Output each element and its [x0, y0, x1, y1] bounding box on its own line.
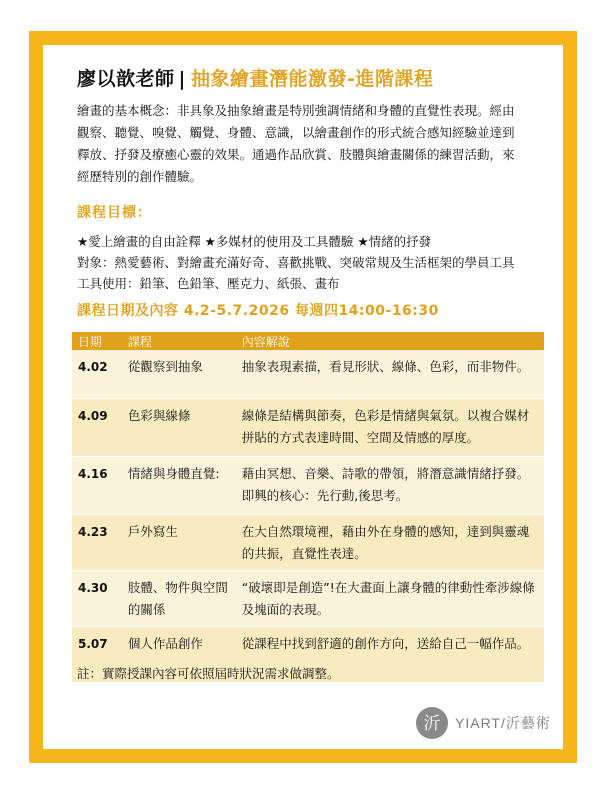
row-description: 抽象表現素描，看見形狀、線條、色彩，而非物件。 [236, 350, 544, 398]
column-header-course: 課程 [122, 332, 236, 350]
row-description: 在大自然環境裡，藉由外在身體的感知，達到與靈魂的共振，直覺性表達。 [236, 514, 544, 570]
row-date: 4.02 [72, 350, 122, 398]
row-description: 藉由冥想、音樂、詩歌的帶領，將潛意識情緒抒發。即興的核心：先行動,後思考。 [236, 456, 544, 514]
table-row [72, 514, 544, 570]
course-title: 抽象繪畫潛能激發-進階課程 [190, 68, 434, 90]
column-header-description: 內容解說 [236, 332, 544, 350]
table-row [72, 350, 544, 398]
page-title [77, 64, 433, 91]
column-header-date: 日期 [72, 332, 122, 350]
row-description: 線條是結構與節奏，色彩是情緒與氣氛。以複合媒材拼貼的方式表達時間、空間及情感的厚度。 [236, 398, 544, 456]
goals-heading: 課程目標： [77, 205, 152, 221]
table-row [72, 456, 544, 514]
row-date: 4.23 [72, 514, 122, 570]
table-row [72, 570, 544, 626]
row-course: 肢體、物件與空間的關係 [122, 570, 236, 626]
audience-line: 對象：熱愛藝術、對繪畫充滿好奇、喜歡挑戰、突破常規及生活框架的學員工具 [77, 255, 515, 270]
row-course: 個人作品創作 [122, 626, 236, 682]
row-course: 從觀察到抽象 [122, 350, 236, 398]
intro-line: 繪畫的基本概念：非具象及抽象繪畫是特別強調情緒和身體的直覺性表現。經由 [77, 103, 515, 118]
intro-line: 釋放、抒發及療癒心靈的效果。通過作品欣賞、肢體與繪畫關係的練習活動，來 [77, 147, 515, 162]
svg-text:沂: 沂 [423, 714, 441, 734]
intro-line: 經歷特別的創作體驗。 [77, 169, 203, 184]
row-date: 4.30 [72, 570, 122, 626]
brand-name: YIART/沂藝術 [455, 715, 551, 731]
footnote: 註：實際授課內容可依照屆時狀況需求做調整。 [77, 666, 340, 681]
intro-line: 觀察、聽覺、嗅覺、觸覺、身體、意識，以繪畫創作的形式統合感知經驗並達到 [77, 125, 515, 140]
row-description: 從課程中找到舒適的創作方向，送給自己一幅作品。 [236, 626, 544, 682]
row-description: “破壞即是創造”!在大畫面上讓身體的律動性牽涉線條及塊面的表現。 [236, 570, 544, 626]
row-course: 戶外寫生 [122, 514, 236, 570]
schedule-table [72, 332, 544, 683]
table-row [72, 398, 544, 456]
schedule-heading: 課程日期及內容 4.2-5.7.2026 每週四14:00-16:30 [77, 303, 439, 319]
teacher-name: 廖以歆老師 [77, 68, 175, 90]
row-date: 4.16 [72, 456, 122, 514]
tools-line: 工具使用：鉛筆、色鉛筆、壓克力、紙張、畫布 [77, 276, 340, 291]
goal-line: ★愛上繪畫的自由詮釋 ★多媒材的使用及工具體驗 ★情緒的抒發 [77, 234, 432, 249]
row-date: 4.09 [72, 398, 122, 456]
goals-list [77, 231, 567, 294]
title-separator: | [178, 68, 186, 90]
intro-paragraph [77, 100, 567, 188]
row-course: 色彩與線條 [122, 398, 236, 456]
brand-logo [415, 706, 551, 740]
yiart-logo-icon [415, 706, 449, 740]
table-header-row [72, 332, 544, 350]
row-course: 情緒與身體直覺: [122, 456, 236, 514]
row-date: 5.07 [72, 626, 122, 682]
